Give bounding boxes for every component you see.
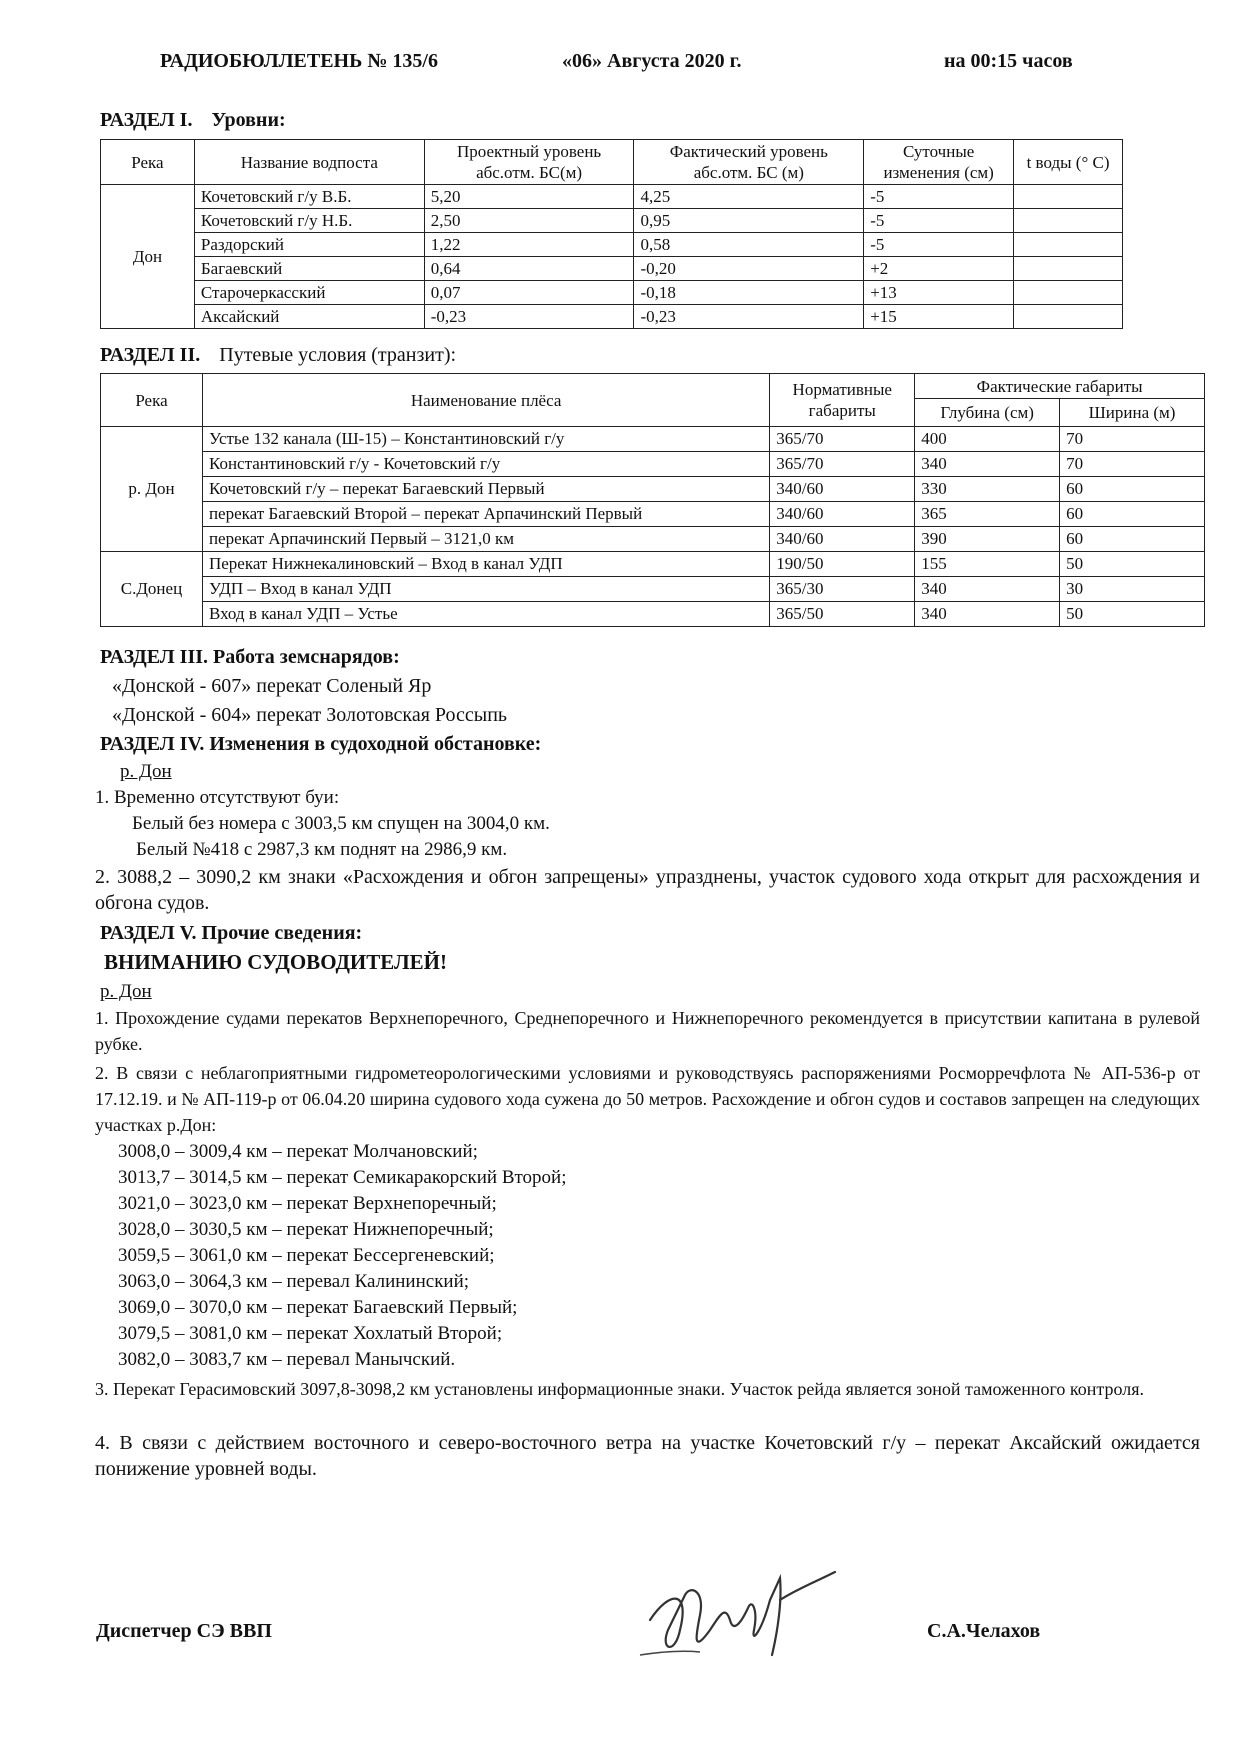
restricted-section: 3021,0 – 3023,0 км – перекат Верхнепоречный; <box>118 1193 497 1214</box>
station-name: Раздорский <box>194 233 424 257</box>
table-row <box>101 257 1123 281</box>
water-temp <box>1014 209 1123 233</box>
daily-change: +2 <box>864 257 1014 281</box>
restricted-section: 3013,7 – 3014,5 км – перекат Семикаракорский Второй; <box>118 1167 567 1188</box>
buoy-line: Белый №418 с 2987,3 км поднят на 2986,9 км. <box>136 839 508 860</box>
section3-title: РАЗДЕЛ III. Работа земснарядов: <box>100 646 400 668</box>
section4-item1: 1. Временно отсутствуют буи: <box>95 787 340 808</box>
actual-level: 0,95 <box>634 209 864 233</box>
river-cell: Дон <box>101 185 195 329</box>
table-row <box>101 452 1205 477</box>
restricted-section: 3028,0 – 3030,5 км – перекат Нижнепоречный; <box>118 1219 494 1240</box>
project-level: -0,23 <box>424 305 634 329</box>
restricted-section: 3059,5 – 3061,0 км – перекат Бессергеневский; <box>118 1245 495 1266</box>
route-conditions-table <box>100 373 1205 627</box>
section5-item2: 2. В связи с неблагоприятными гидрометеорологическими условиями и руководствуясь распоряжениями Росморречфлота № АП-536-р от 17.12.19. и № АП-119-р от 06.04.20 ширина судового хода сужена до 50 метров. Расхождение и обгон судов и составов запрещен на следующих участках р.Дон: <box>95 1063 1200 1135</box>
river-cell: р. Дон <box>101 427 203 552</box>
station-name: Аксайский <box>194 305 424 329</box>
project-level: 2,50 <box>424 209 634 233</box>
water-temp <box>1014 185 1123 209</box>
section1-label: РАЗДЕЛ I. <box>100 109 193 131</box>
depth: 340 <box>915 577 1060 602</box>
table-row <box>101 477 1205 502</box>
section5-item1: 1. Прохождение судами перекатов Верхнепоречного, Среднепоречного и Нижнепоречного рекомендуется в присутствии капитана в рулевой рубке. <box>95 1008 1200 1054</box>
section1-title: Уровни: <box>211 109 286 131</box>
col-normative: Нормативные габариты <box>770 374 915 427</box>
table-row <box>101 209 1123 233</box>
normative: 190/50 <box>770 552 915 577</box>
width: 50 <box>1060 552 1205 577</box>
restricted-section: 3008,0 – 3009,4 км – перекат Молчановский; <box>118 1141 478 1162</box>
normative: 365/30 <box>770 577 915 602</box>
actual-level: -0,18 <box>634 281 864 305</box>
depth: 400 <box>915 427 1060 452</box>
width: 60 <box>1060 527 1205 552</box>
depth: 365 <box>915 502 1060 527</box>
bulletin-time: на 00:15 часов <box>944 50 1073 72</box>
project-level: 5,20 <box>424 185 634 209</box>
station-name: Старочеркасский <box>194 281 424 305</box>
section5-item3: 3. Перекат Герасимовский 3097,8-3098,2 км установлены информационные знаки. Участок рейда является зоной таможенного контроля. <box>95 1379 1145 1399</box>
reach-name: Перекат Нижнекалиновский – Вход в канал УДП <box>202 552 769 577</box>
col-actual-level: Фактический уровень абс.отм. БС (м) <box>634 140 864 185</box>
col-daily-change: Суточные изменения (см) <box>864 140 1014 185</box>
water-temp <box>1014 233 1123 257</box>
water-temp <box>1014 305 1123 329</box>
reach-name: Устье 132 канала (Ш-15) – Константиновский г/у <box>202 427 769 452</box>
restricted-section: 3079,5 – 3081,0 км – перекат Хохлатый Второй; <box>118 1323 503 1344</box>
river-cell: С.Донец <box>101 552 203 627</box>
width: 30 <box>1060 577 1205 602</box>
bulletin-title: РАДИОБЮЛЛЕТЕНЬ № 135/6 <box>160 50 438 72</box>
actual-level: 0,58 <box>634 233 864 257</box>
table-row <box>101 602 1205 627</box>
daily-change: +13 <box>864 281 1014 305</box>
table-row <box>101 185 1123 209</box>
table-row <box>101 502 1205 527</box>
normative: 365/50 <box>770 602 915 627</box>
col-project-level: Проектный уровень абс.отм. БС(м) <box>424 140 634 185</box>
section5-item4: 4. В связи с действием восточного и северо-восточного ветра на участке Кочетовский г/у – перекат Аксайский ожидается понижение уровней воды. <box>95 1432 1200 1480</box>
station-name: Кочетовский г/у Н.Б. <box>194 209 424 233</box>
normative: 365/70 <box>770 452 915 477</box>
reach-name: перекат Арпачинский Первый – 3121,0 км <box>202 527 769 552</box>
col-depth: Глубина (см) <box>915 399 1060 427</box>
col-river: Река <box>101 140 195 185</box>
width: 70 <box>1060 452 1205 477</box>
table-row <box>101 577 1205 602</box>
table-row <box>101 527 1205 552</box>
station-name: Кочетовский г/у В.Б. <box>194 185 424 209</box>
section4-title: РАЗДЕЛ IV. Изменения в судоходной обстановке: <box>100 733 542 755</box>
col-width: Ширина (м) <box>1060 399 1205 427</box>
col-station: Название водпоста <box>194 140 424 185</box>
depth: 390 <box>915 527 1060 552</box>
project-level: 0,07 <box>424 281 634 305</box>
section2-label: РАЗДЕЛ II. <box>100 344 201 366</box>
depth: 330 <box>915 477 1060 502</box>
attention-heading: ВНИМАНИЮ СУДОВОДИТЕЛЕЙ! <box>104 950 447 974</box>
normative: 365/70 <box>770 427 915 452</box>
actual-level: -0,23 <box>634 305 864 329</box>
normative: 340/60 <box>770 477 915 502</box>
route-header-row <box>101 374 1205 399</box>
restricted-section: 3069,0 – 3070,0 км – перекат Багаевский Первый; <box>118 1297 518 1318</box>
project-level: 0,64 <box>424 257 634 281</box>
normative: 340/60 <box>770 527 915 552</box>
daily-change: -5 <box>864 185 1014 209</box>
water-temp <box>1014 281 1123 305</box>
actual-level: -0,20 <box>634 257 864 281</box>
width: 60 <box>1060 502 1205 527</box>
table-row <box>101 233 1123 257</box>
reach-name: УДП – Вход в канал УДП <box>202 577 769 602</box>
restricted-section: 3063,0 – 3064,3 км – перевал Калининский; <box>118 1271 470 1292</box>
dispatcher-title: Диспетчер СЭ ВВП <box>96 1620 272 1642</box>
project-level: 1,22 <box>424 233 634 257</box>
section2-heading <box>100 344 456 367</box>
table-row <box>101 305 1123 329</box>
section2-title: Путевые условия (транзит): <box>219 344 457 366</box>
daily-change: -5 <box>864 209 1014 233</box>
section5-river: р. Дон <box>100 981 152 1002</box>
width: 70 <box>1060 427 1205 452</box>
section4-item2: 2. 3088,2 – 3090,2 км знаки «Расхождения и обгон запрещены» упразднены, участок судового хода открыт для расхождения и обгона судов. <box>95 866 1200 914</box>
section1-heading <box>100 109 286 132</box>
actual-level: 4,25 <box>634 185 864 209</box>
normative: 340/60 <box>770 502 915 527</box>
signature-image <box>630 1560 840 1680</box>
col-river: Река <box>101 374 203 427</box>
station-name: Багаевский <box>194 257 424 281</box>
daily-change: +15 <box>864 305 1014 329</box>
width: 50 <box>1060 602 1205 627</box>
reach-name: Вход в канал УДП – Устье <box>202 602 769 627</box>
dispatcher-name: С.А.Челахов <box>927 1620 1041 1642</box>
reach-name: перекат Багаевский Второй – перекат Арпачинский Первый <box>202 502 769 527</box>
bulletin-date: «06» Августа 2020 г. <box>562 50 742 72</box>
table-row <box>101 552 1205 577</box>
restricted-section: 3082,0 – 3083,7 км – перевал Манычский. <box>118 1349 456 1370</box>
section5-title: РАЗДЕЛ V. Прочие сведения: <box>100 922 363 944</box>
reach-name: Константиновский г/у - Кочетовский г/у <box>202 452 769 477</box>
daily-change: -5 <box>864 233 1014 257</box>
water-temp <box>1014 257 1123 281</box>
col-actual-dimensions: Фактические габариты <box>915 374 1205 399</box>
buoy-line: Белый без номера с 3003,5 км спущен на 3004,0 км. <box>132 813 550 834</box>
levels-header-row <box>101 140 1123 185</box>
section4-river: р. Дон <box>120 761 172 782</box>
reach-name: Кочетовский г/у – перекат Багаевский Первый <box>202 477 769 502</box>
col-reach: Наименование плёса <box>202 374 769 427</box>
depth: 155 <box>915 552 1060 577</box>
dredger-line: «Донской - 604» перекат Золотовская Россыпь <box>112 704 508 726</box>
levels-table <box>100 139 1123 329</box>
dredger-line: «Донской - 607» перекат Соленый Яр <box>112 675 432 697</box>
col-water-temp: t воды (° С) <box>1014 140 1123 185</box>
table-row <box>101 427 1205 452</box>
table-row <box>101 281 1123 305</box>
width: 60 <box>1060 477 1205 502</box>
depth: 340 <box>915 602 1060 627</box>
depth: 340 <box>915 452 1060 477</box>
